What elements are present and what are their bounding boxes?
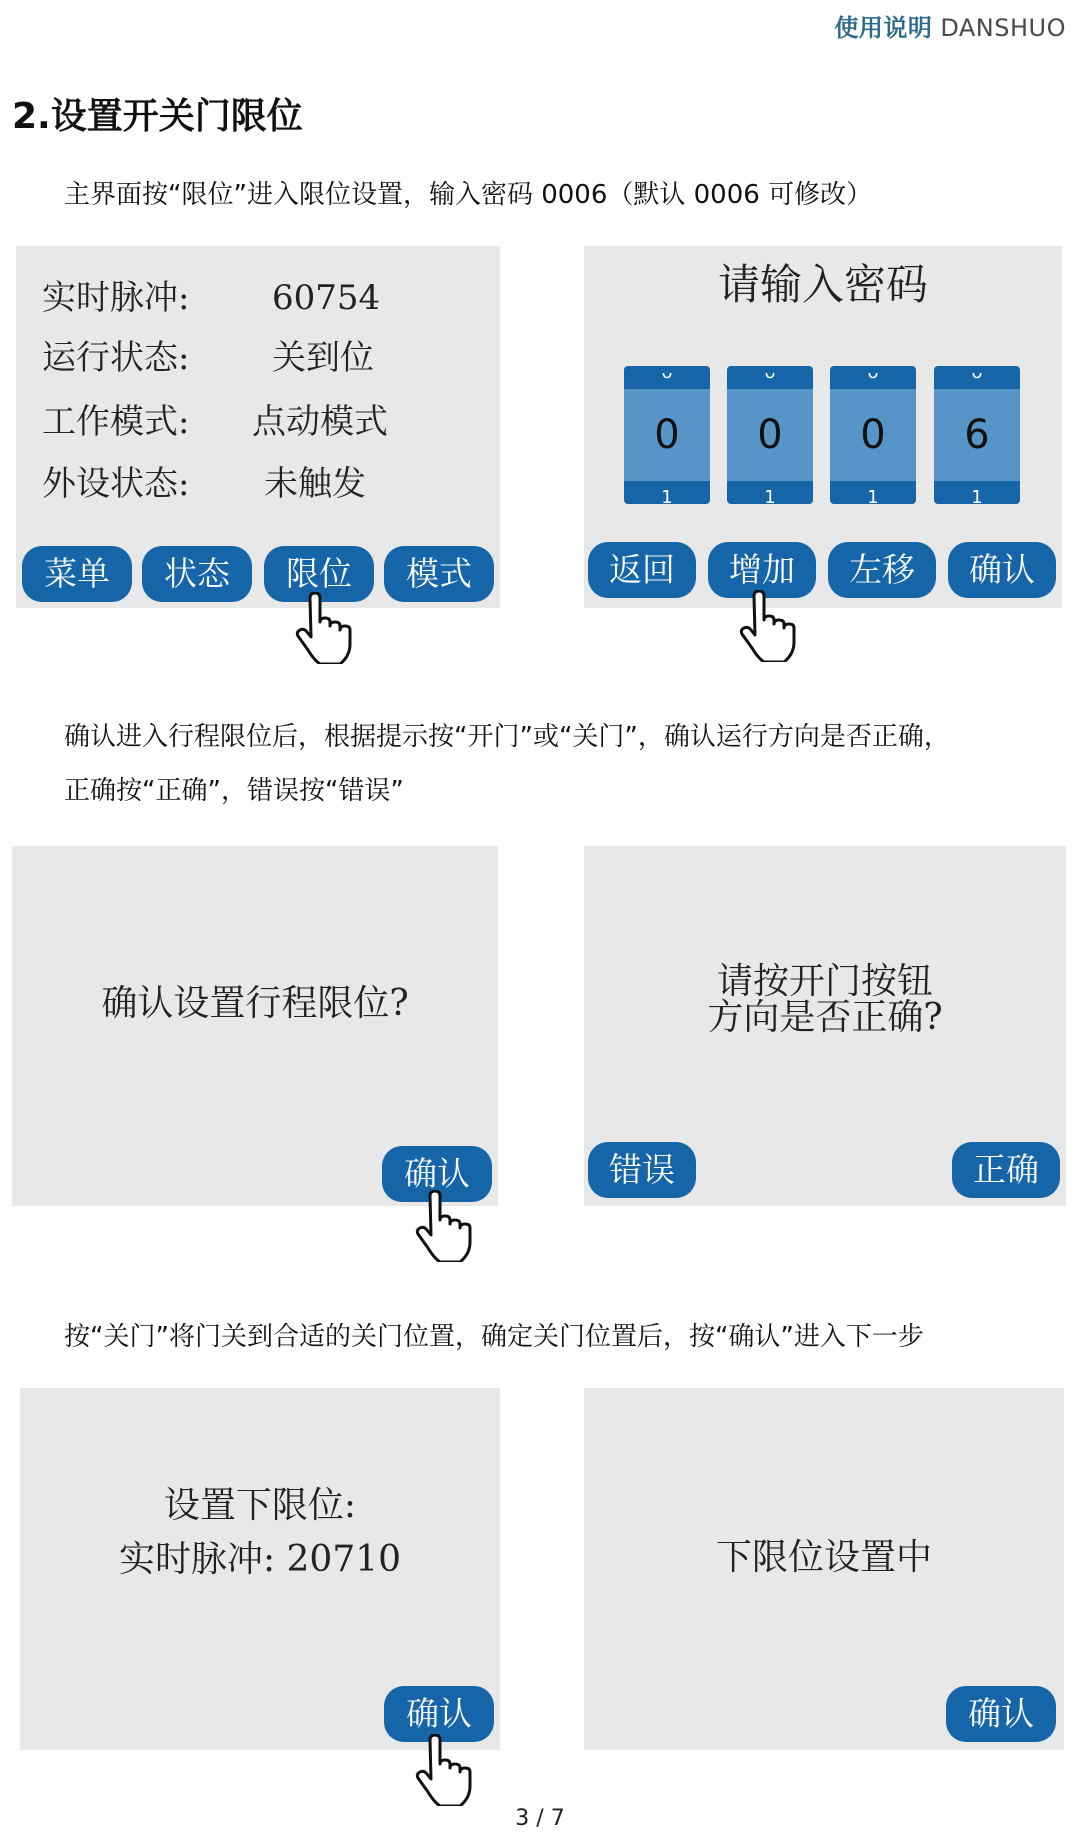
pointer-hand-icon [412, 1734, 472, 1806]
screen-set-lower-limit [20, 1388, 500, 1750]
confirm-limit-message: 确认设置行程限位? [101, 983, 409, 1024]
confirm-button[interactable]: 确认 [382, 1146, 492, 1202]
password-title: 请输入密码 [717, 260, 928, 309]
direction-line-2: 方向是否正确? [707, 997, 943, 1038]
info-row-peripheral [42, 456, 366, 505]
shift-left-button[interactable]: 左移 [828, 542, 936, 598]
screen-lower-limit-setting [584, 1388, 1064, 1750]
section-title: 2.设置开关门限位 [12, 96, 303, 137]
lower-setting-message: 下限位设置中 [715, 1537, 932, 1578]
confirm-button[interactable]: 确认 [948, 542, 1056, 598]
info-label: 运行状态: [42, 338, 190, 378]
info-row-work-mode [42, 394, 388, 443]
paragraph-1: 主界面按“限位”进入限位设置，输入密码 0006（默认 0006 可修改） [64, 180, 873, 210]
digit-wheel-4[interactable]: ᴗ 6 1 [934, 366, 1020, 504]
paragraph-2-line-1: 确认进入行程限位后，根据提示按“开门”或“关门”，确认运行方向是否正确， [64, 722, 950, 752]
info-row-run-state [42, 330, 374, 379]
set-lower-line-2: 实时脉冲: 20710 [118, 1539, 402, 1580]
digit-value: 0 [727, 389, 813, 481]
paragraph-3: 按“关门”将门关到合适的关门位置，确定关门位置后，按“确认”进入下一步 [64, 1322, 924, 1352]
page-number: 3 / 7 [515, 1806, 565, 1831]
status-button[interactable]: 状态 [142, 546, 252, 602]
screen-confirm-limit [12, 846, 498, 1206]
info-value: 60754 [272, 278, 381, 318]
digit-value: 0 [830, 389, 916, 481]
menu-button[interactable]: 菜单 [22, 546, 132, 602]
info-row-pulse [42, 270, 380, 319]
correct-button[interactable]: 正确 [952, 1142, 1060, 1198]
confirm-button[interactable]: 确认 [384, 1686, 494, 1742]
doc-label: 使用说明 [834, 14, 933, 42]
pointer-hand-icon [736, 590, 796, 662]
back-button[interactable]: 返回 [588, 542, 696, 598]
confirm-button[interactable]: 确认 [946, 1686, 1056, 1742]
info-label: 实时脉冲: [42, 278, 190, 318]
screen-main-status [16, 246, 500, 608]
page-header [834, 8, 1066, 43]
info-value: 点动模式 [252, 402, 388, 442]
info-value: 未触发 [264, 464, 366, 504]
screen-password [584, 246, 1062, 608]
brand-name: DANSHUO [940, 14, 1066, 42]
set-lower-line-1: 设置下限位: [163, 1485, 357, 1526]
digit-value: 0 [624, 389, 710, 481]
wrong-button[interactable]: 错误 [588, 1142, 696, 1198]
digit-value: 6 [934, 389, 1020, 481]
digit-wheel-2[interactable]: ᴗ 0 1 [727, 366, 813, 504]
limit-button[interactable]: 限位 [264, 546, 374, 602]
info-label: 外设状态: [42, 464, 190, 504]
info-value: 关到位 [272, 338, 374, 378]
direction-line-1: 请按开门按钮 [716, 961, 933, 1002]
pointer-hand-icon [292, 592, 352, 664]
digit-wheel-1[interactable]: ᴗ 0 1 [624, 366, 710, 504]
digit-wheel-3[interactable]: ᴗ 0 1 [830, 366, 916, 504]
increase-button[interactable]: 增加 [708, 542, 816, 598]
mode-button[interactable]: 模式 [384, 546, 494, 602]
info-label: 工作模式: [42, 402, 190, 442]
pointer-hand-icon [412, 1190, 472, 1262]
screen-direction-check [584, 846, 1066, 1206]
paragraph-2-line-2: 正确按“正确”，错误按“错误” [64, 776, 404, 806]
